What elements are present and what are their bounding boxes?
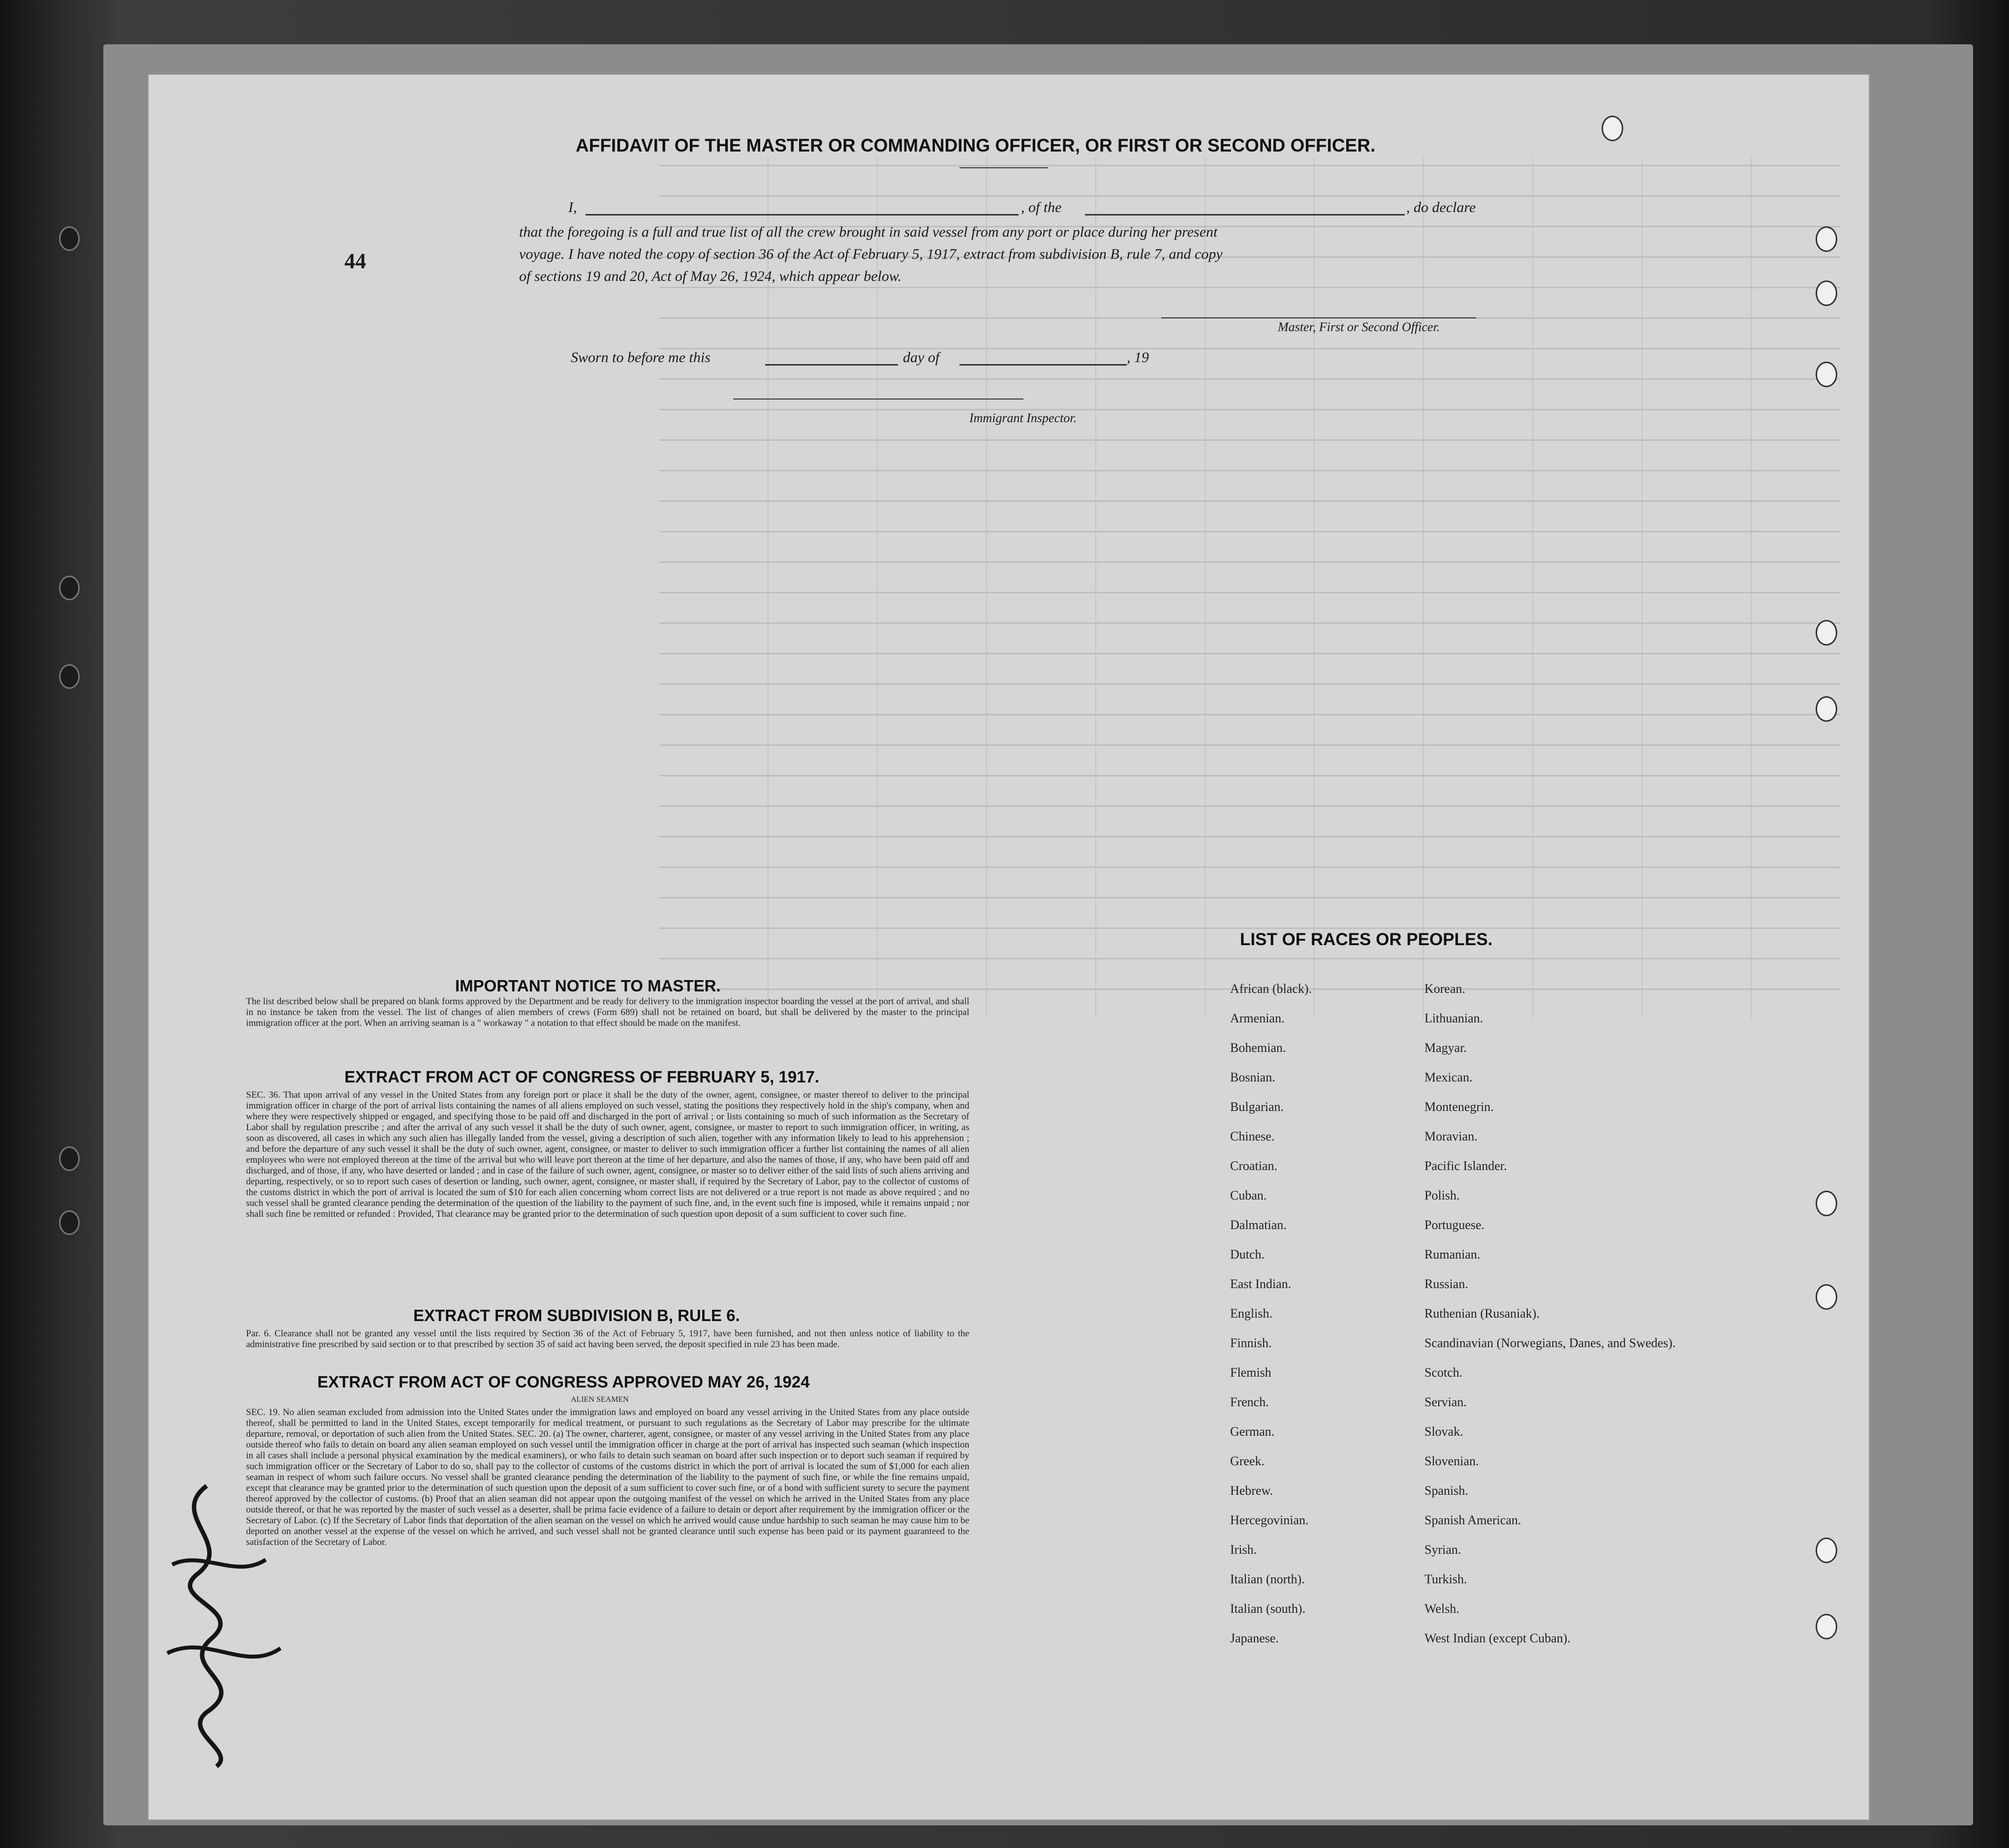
affidavit-line2: that the foregoing is a full and true list of all the crew brought in said vessel from any port or place during her present [519,224,1218,240]
extract-1917-title: EXTRACT FROM ACT OF CONGRESS OF FEBRUARY 5, 1917. [344,1068,820,1086]
title-rule [959,167,1048,168]
sworn-prefix: Sworn to before me this [571,349,711,366]
race-item: Pacific Islander. [1424,1159,1507,1173]
signature-blank[interactable] [1161,317,1476,318]
race-item: Finnish. [1230,1336,1272,1350]
race-item: Cuban. [1230,1188,1267,1202]
notice-text: The list described below shall be prepared on blank forms approved by the Department and be ready for delivery to the immigration inspector boarding the vessel at the port of arrival, and shall in no instance be taken from the vessel. The list of changes of alien members of crews (Form 689) shall not be retained on board, but shall be delivered by the master to the principal immigration officer at the port. When an arriving seaman is a " workaway " a notation to that effect should be made on the manifest. [246,996,969,1028]
margin-mark: 44 [344,249,366,273]
race-item: Hebrew. [1230,1483,1273,1498]
extract-1924-text: SEC. 19. No alien seaman excluded from admission into the United States under the immigration laws and employed on board any vessel arriving in the United States from any place outside thereof, shall be permitted to land in the United States, except temporarily for medical treatment, or pursuant to such regulations as the Secretary of Labor may prescribe for the ultimate departure, removal, or deportation of such alien from the United States. SEC. 20. (a) The owner, charterer, agent, consignee, or master of any vessel arriving in the United States from any place outside thereof who fails to detain on board any alien seaman employed on such vessel until the immigration officer in charge at the port of arrival has inspected such seaman (which inspection in all cases shall include a personal physical examination by the medical examiners), or who fails to detain such seaman on board after such inspection or to deport such seaman if required by such immigration officer or the Secretary of Labor to do so, shall pay to the collector of customs of the customs district in which the port of arrival is located the sum of $1,000 for each alien seaman in respect of whom such failure occurs. No vessel shall be granted clearance pending the determination of the liability to the payment of such fine, or while the fine remains unpaid, except that clearance may be granted prior to the determination of such question upon the deposit of a sum sufficient to cover such fine, or of a bond with sufficient surety to secure the payment thereof approved by the collector of customs. (b) Proof that an alien seaman did not appear upon the outgoing manifest of the vessel on which he arrived in the United States from any place outside thereof, or that he was reported by the master of such vessel as a deserter, shall be prima facie evidence of a failure to detain or deport after requirement by the immigration officer or the Secretary of Labor. (c) If the Secretary of Labor finds that deportation of the alien seaman on the vessel on which he arrived would cause undue hardship to such seaman he may cause him to be deported on another vessel at the expense of the vessel on which he arrived, and such vessel shall not be granted clearance until such expense has been paid or its payment guaranteed to the satisfaction of the Secretary of Labor. [246,1407,969,1547]
race-item: German. [1230,1424,1275,1439]
affidavit-line1-end: , do declare [1406,199,1476,216]
sworn-day-label: day of [903,349,940,366]
race-item: Montenegrin. [1424,1100,1494,1114]
races-left-column [1230,974,1312,1653]
punch-hole [1816,1614,1837,1639]
binder-hole [59,1146,80,1171]
punch-hole [1816,696,1837,722]
subdivb-text: Par. 6. Clearance shall not be granted any vessel until the lists required by Section 36 of the Act of February 5, 1917, have been furnished, and not then unless notice of liability to the administrative fine prescribed by said section or to that prescribed by section 35 of said act having been served, the deposit specified in rule 23 has been made. [246,1328,969,1350]
race-item: Slovak. [1424,1424,1463,1439]
race-item: Scotch. [1424,1365,1463,1380]
sworn-day-blank[interactable] [765,364,898,366]
race-item: Welsh. [1424,1602,1459,1616]
race-item: Russian. [1424,1277,1468,1291]
race-item: Croatian. [1230,1159,1278,1173]
race-item: Mexican. [1424,1070,1473,1084]
race-item: Chinese. [1230,1129,1275,1143]
race-item: Armenian. [1230,1011,1285,1025]
vessel-blank[interactable] [1085,214,1405,216]
affidavit-line1-mid: , of the [1021,199,1062,216]
manifest-page [148,74,1870,1820]
race-item: Magyar. [1424,1041,1467,1055]
race-item: Syrian. [1424,1542,1461,1557]
race-item: Flemish [1230,1365,1271,1380]
punch-hole [1816,620,1837,646]
sworn-year-label: , 19 [1127,349,1149,366]
name-blank[interactable] [586,214,1019,216]
punch-hole [1816,226,1837,252]
race-item: Bosnian. [1230,1070,1275,1084]
race-item: Portuguese. [1424,1218,1485,1232]
punch-hole [1816,362,1837,387]
inspector-blank[interactable] [733,399,1023,400]
race-item: Bohemian. [1230,1041,1286,1055]
race-item: Spanish. [1424,1483,1468,1498]
binder-hole [59,664,80,689]
races-right-column [1424,974,1675,1653]
affidavit-title: AFFIDAVIT OF THE MASTER OR COMMANDING OFFICER, OR FIRST OR SECOND OFFICER. [576,135,1376,155]
race-item: Rumanian. [1424,1247,1481,1262]
race-item: Hercegovinian. [1230,1513,1309,1527]
race-item: Ruthenian (Rusaniak). [1424,1306,1540,1321]
race-item: Dalmatian. [1230,1218,1287,1232]
extract-1924-title: EXTRACT FROM ACT OF CONGRESS APPROVED MAY 26, 1924 [317,1373,810,1391]
race-item: Bulgarian. [1230,1100,1284,1114]
binder-hole [59,226,80,251]
affidavit-line4: of sections 19 and 20, Act of May 26, 1924, which appear below. [519,268,902,284]
extract-1917-text: SEC. 36. That upon arrival of any vessel in the United States from any foreign port or place it shall be the duty of the owner, agent, consignee, or master thereof to deliver to the principal immigration officer in charge of the port of arrival lists containing the names of all aliens employed on such vessel, stating the positions they respectively hold in the ship's company, when and where they were respectively shipped or engaged, and specifying those to be paid off and discharged in the port of arrival ; or lists containing so much of such information as the Secretary of Labor shall by regulation prescribe ; and after the arrival of any such vessel it shall be the duty of such owner, agent, consignee, or master to report to such immigration officer, in writing, as soon as discovered, all cases in which any such alien has illegally landed from the vessel, giving a description of such alien, together with any information likely to lead to his apprehension ; and before the departure of any such vessel it shall be the duty of such owner, agent, consignee, or master to deliver to such immigration officer a further list containing the names of all alien employees who were not employed thereon at the time of the arrival but who will leave port thereon at the time of her departure, and also the names of those, if any, who have been paid off and discharged, and of those, if any, who have deserted or landed ; and in case of the failure of such owner, agent, consignee, or master so to deliver either of the said lists of such aliens arriving and departing, respectively, or so to report such cases of desertion or landing, such owner, agent, consignee, or master shall, if required by the Secretary of Labor, pay to the collector of customs of the customs district in which the port of arrival is located the sum of $10 for each alien concerning whom correct lists are not delivered or a true report is not made as above required ; and no such vessel shall be granted clearance pending the determination of the question of the liability to the payment of such fine, and, in the event such fine is imposed, while it remains unpaid ; nor shall such fine be remitted or refunded : Provided, That clearance may be granted prior to the determination of such question upon deposit of a sum sufficient to cover such fine. [246,1090,969,1219]
race-item: English. [1230,1306,1272,1321]
extract-1924-subtitle: ALIEN SEAMEN [571,1395,629,1404]
race-item: Italian (south). [1230,1602,1306,1616]
race-item: Scandinavian (Norwegians, Danes, and Swedes). [1424,1336,1676,1350]
binder-hole [59,1210,80,1235]
inspector-label: Immigrant Inspector. [969,411,1077,425]
race-item: Lithuanian. [1424,1011,1484,1025]
affidavit-line3: voyage. I have noted the copy of section 36 of the Act of February 5, 1917, extract from subdivision B, rule 7, and copy [519,246,1223,262]
punch-hole [1816,1538,1837,1563]
notice-title: IMPORTANT NOTICE TO MASTER. [455,977,721,995]
binder-hole [59,576,80,600]
race-item: Slovenian. [1424,1454,1479,1468]
race-item: Moravian. [1424,1129,1478,1143]
race-item: Servian. [1424,1395,1467,1409]
race-item: West Indian (except Cuban). [1424,1631,1571,1645]
sworn-month-blank[interactable] [959,364,1127,366]
bleed-through-table [659,157,1840,1018]
subdivb-title: EXTRACT FROM SUBDIVISION B, RULE 6. [413,1306,740,1324]
race-item: Irish. [1230,1542,1257,1557]
race-item: Italian (north). [1230,1572,1305,1586]
punch-hole [1816,280,1837,306]
race-item: Polish. [1424,1188,1460,1202]
race-item: Turkish. [1424,1572,1467,1586]
races-title: LIST OF RACES OR PEOPLES. [1240,930,1493,949]
race-item: Japanese. [1230,1631,1279,1645]
race-item: Korean. [1424,982,1466,996]
punch-hole [1602,116,1623,141]
race-item: African (black). [1230,982,1312,996]
signature-label: Master, First or Second Officer. [1278,320,1440,334]
punch-hole [1816,1284,1837,1310]
punch-hole [1816,1191,1837,1216]
affidavit-line1-start: I, [568,199,577,216]
race-item: French. [1230,1395,1269,1409]
handwritten-scribble [148,1476,295,1771]
race-item: Greek. [1230,1454,1265,1468]
race-item: Dutch. [1230,1247,1265,1262]
race-item: Spanish American. [1424,1513,1521,1527]
race-item: East Indian. [1230,1277,1292,1291]
